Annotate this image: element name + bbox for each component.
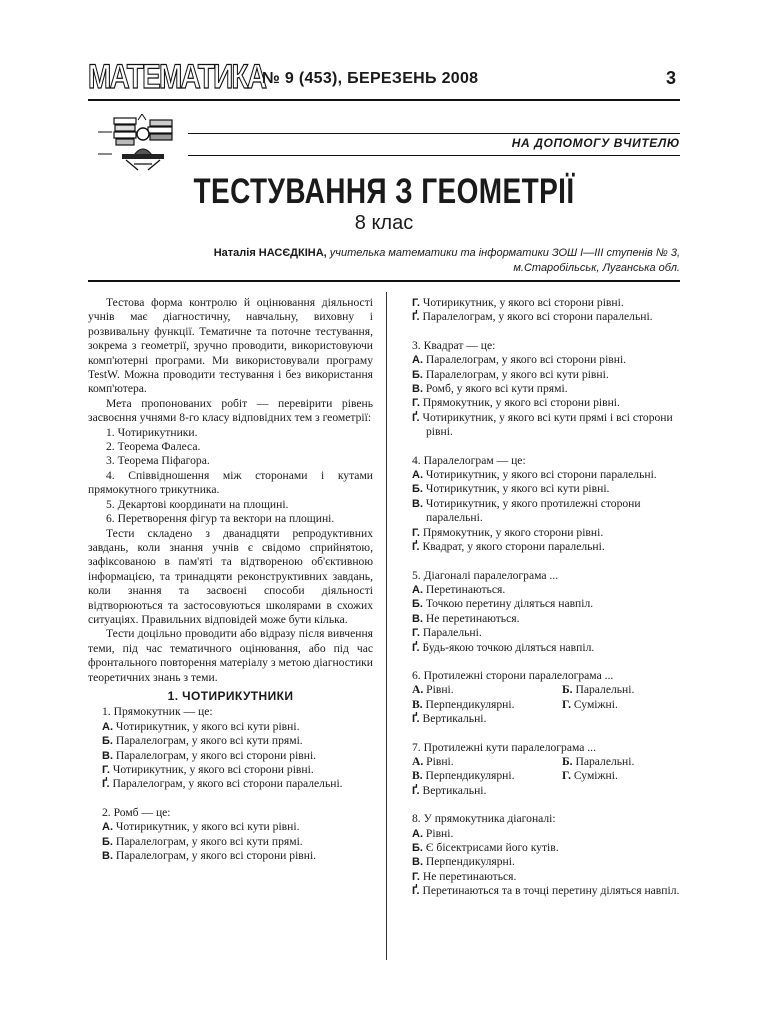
question-8: 8. У прямокутника діагоналі: [412, 812, 556, 826]
option-key: А. [412, 469, 423, 482]
answer-option [102, 720, 373, 734]
answer-option [102, 835, 373, 849]
journal-title: МАТЕМАТИКА [88, 58, 266, 96]
option-text: Квадрат, у якого сторони паралельні. [419, 540, 605, 554]
option-text: Паралелограм, у якого всі сторони паралельні. [419, 310, 653, 324]
option-key: В. [412, 856, 423, 869]
intro-paragraph: Тести доцільно проводити або відразу після вивчення теми, під час тематичного оцінювання, або під час фронтального повторення матеріалу з метою діагностики теоретичних знань з теми. [88, 627, 373, 684]
option-text: Паралельні. [419, 626, 482, 640]
option-key: Г. [412, 397, 420, 410]
option-key: Г. [412, 627, 420, 640]
question-1: 1. Прямокутник — це: [102, 705, 213, 719]
left-column [88, 296, 373, 863]
question-2: 2. Ромб — це: [102, 805, 171, 819]
option-text: Паралелограм, у якого всі сторони рівні. [423, 353, 627, 367]
option-text: Рівні. [423, 826, 454, 840]
topic-item: 1. Чотирикутники. [106, 425, 198, 439]
option-key: Ґ. [412, 784, 420, 797]
option-key: Б. [102, 735, 113, 748]
option-key: Ґ. [102, 778, 110, 791]
option-text: Перпендикулярні. [422, 769, 515, 783]
option-text: Ромб, у якого всі кути прямі. [423, 382, 568, 396]
answer-option [412, 353, 680, 367]
option-text: Чотирикутник, у якого всі кути рівні. [422, 482, 610, 496]
article-subtitle: 8 клас [354, 212, 414, 234]
question-4: 4. Паралелограм — це: [412, 453, 526, 467]
intro-paragraph: Тестова форма контролю й оцінювання діяльності учнів має діагностичну, навчальну, виховну і розвивальну функції. Тематичне та поточне тестування, зокрема з геометрії, зручно проводити, використовуючи комп'ютерні програми. Ми використовували програму TestW. Можна проводити тестування і без використання комп'ютера. [88, 296, 373, 396]
option-key: А. [412, 354, 423, 367]
topic-item: 3. Теорема Піфагора. [106, 454, 210, 468]
option-text: Рівні. [423, 754, 454, 768]
answer-option [412, 870, 680, 884]
answer-option [102, 777, 373, 791]
option-key: А. [412, 583, 423, 596]
answer-option [412, 784, 680, 798]
option-text: Паралелограм, у якого всі кути рівні. [422, 367, 609, 381]
answer-option [102, 749, 373, 763]
option-key: Ґ. [412, 411, 420, 424]
rubric-label: НА ДОПОМОГУ ВЧИТЕЛЮ [511, 136, 680, 150]
answer-option [412, 884, 680, 898]
option-text: Чотирикутник, у якого всі сторони рівні. [109, 763, 314, 776]
option-text: Перетинаються. [423, 582, 506, 596]
answer-option [412, 382, 680, 396]
answer-option [412, 712, 680, 726]
option-text: Прямокутник, у якого сторони рівні. [419, 525, 604, 539]
answer-option [412, 296, 680, 310]
answer-row [398, 683, 680, 697]
option-text: Будь-якою точкою діляться навпіл. [419, 640, 595, 654]
answer-option [412, 612, 680, 626]
topic-item: 4. Співвідношення між сторонами і кутами прямокутного трикутника. [88, 468, 373, 497]
issue-info: № 9 (453), БЕРЕЗЕНЬ 2008 [262, 70, 479, 87]
option-key: Г. [412, 870, 420, 883]
answer-option [412, 540, 680, 554]
author-position: учителька математики та інформатики ЗОШ І—ІІІ ступенів № 3, [326, 247, 680, 259]
option-text: Чотирикутник, у якого всі сторони рівні. [419, 296, 624, 309]
option-text: Чотирикутник, у якого всі сторони паралельні. [423, 468, 657, 482]
answer-option [412, 468, 680, 482]
author-name: Наталія НАСЄДКІНА, [213, 247, 327, 259]
page-number: 3 [665, 68, 676, 88]
option-key: Г. [412, 297, 420, 309]
option-key: Ґ. [412, 713, 420, 726]
option-text: Є бісектрисами його кутів. [422, 841, 559, 854]
answer-option [102, 734, 373, 748]
option-text: Суміжні. [570, 769, 618, 783]
intro-paragraph: Мета пропонованих робіт — перевірити рівень засвоєння учнями 8-го класу відповідних тем з геометрії: [88, 396, 373, 425]
answer-option [412, 841, 680, 855]
article-title: ТЕСТУВАННЯ З ГЕОМЕТРІЇ [193, 172, 575, 211]
teacher-with-books-icon [98, 114, 182, 172]
answer-option [412, 368, 680, 382]
option-key: Ґ. [412, 541, 420, 554]
option-key: А. [102, 821, 113, 834]
option-text: Чотирикутник, у якого протилежні сторони паралельні. [423, 496, 641, 525]
option-key: В. [412, 497, 423, 510]
option-key: Г. [102, 764, 110, 776]
option-text: Перпендикулярні. [423, 855, 515, 869]
option-text: Не перетинаються. [419, 869, 517, 883]
answer-option [102, 849, 373, 863]
option-text: Паралелограм, у якого всі сторони рівні. [113, 748, 317, 762]
answer-row [398, 698, 680, 712]
option-key: В. [412, 769, 423, 783]
answer-option [412, 310, 680, 324]
option-key: В. [412, 383, 423, 396]
column-divider [386, 292, 387, 960]
option-text: Чотирикутник, у якого всі кути рівні. [113, 719, 300, 733]
option-text: Паралельні. [572, 754, 635, 768]
option-text: Чотирикутник, у якого всі кути прямі і всі сторони рівні. [419, 410, 673, 439]
intro-paragraph: Тести складено з дванадцяти репродуктивних завдань, коли знання учнів є свідомо сприйнятою, зафіксованою в пам'яті та відтвореною об'єктивною інформацією, та тринадцяти реконструктивних завдань, коли знання та засвоєні способи діяльності відтворюються та застосовуються школярами в схожих ситуаціях. Правильних відповідей може бути кілька. [88, 526, 373, 626]
author-location: м.Старобільськ, Луганська обл. [513, 262, 680, 274]
answer-option [412, 855, 680, 869]
option-key: В. [102, 749, 113, 762]
option-text: Вертикальні. [419, 712, 487, 726]
option-key: Б. [412, 842, 423, 854]
topic-item: 2. Теорема Фалеса. [106, 440, 201, 454]
option-key: А. [412, 827, 423, 840]
option-key: Г. [562, 697, 571, 711]
answer-option [412, 583, 680, 597]
right-column [398, 296, 680, 899]
option-key: Ґ. [412, 641, 420, 654]
answer-option [412, 597, 680, 611]
answer-option [412, 626, 680, 640]
question-6: 6. Протилежні сторони паралелограма ... [412, 668, 614, 682]
masthead-rule [88, 99, 680, 101]
option-key: Б. [562, 683, 573, 697]
option-key: А. [412, 754, 424, 768]
answer-option [412, 396, 680, 410]
answer-option [412, 641, 680, 655]
answer-option [412, 827, 680, 841]
option-key: Г. [562, 769, 571, 783]
answer-row [398, 769, 680, 783]
option-key: Ґ. [412, 311, 420, 324]
option-key: В. [412, 697, 423, 711]
option-key: Б. [562, 754, 573, 768]
option-text: Паралельні. [572, 683, 635, 697]
option-key: А. [102, 720, 113, 733]
option-text: Паралелограм, у якого всі сторони паралельні. [109, 777, 343, 791]
option-text: Паралелограм, у якого всі кути прямі. [112, 834, 303, 848]
option-text: Прямокутник, у якого всі сторони рівні. [419, 396, 620, 410]
option-text: Рівні. [423, 683, 454, 697]
option-text: Перетинаються та в точці перетину діляться навпіл. [419, 884, 680, 898]
answer-option [412, 526, 680, 540]
option-key: В. [102, 850, 113, 863]
masthead [88, 58, 676, 98]
answer-option [412, 411, 680, 440]
rubric-rule-bottom [188, 155, 680, 156]
option-text: Паралелограм, у якого всі сторони рівні. [113, 849, 317, 863]
option-text: Паралелограм, у якого всі кути прямі. [112, 734, 303, 748]
title-rule [88, 280, 680, 282]
option-key: А. [412, 683, 424, 697]
option-text: Вертикальні. [419, 783, 487, 797]
question-3: 3. Квадрат — це: [412, 338, 496, 352]
option-text: Не перетинаються. [423, 611, 520, 625]
author-credit [120, 246, 680, 276]
answer-option [102, 763, 373, 777]
question-7: 7. Протилежні кути паралелограма ... [412, 740, 596, 754]
answer-row [398, 755, 680, 769]
topic-item: 6. Перетворення фігур та вектори на площині. [106, 512, 335, 526]
option-key: Ґ. [412, 885, 420, 898]
option-text: Чотирикутник, у якого всі кути рівні. [113, 820, 300, 834]
topic-item: 5. Декартові координати на площині. [106, 497, 289, 511]
option-text: Суміжні. [570, 697, 618, 711]
answer-option [412, 482, 680, 496]
question-5: 5. Діагоналі паралелограма ... [412, 568, 559, 582]
answer-option [102, 820, 373, 834]
option-text: Перпендикулярні. [422, 697, 515, 711]
option-key: Б. [102, 835, 113, 848]
option-text: Точкою перетину діляться навпіл. [422, 597, 594, 611]
option-key: Б. [412, 368, 423, 381]
rubric-rule-top [188, 133, 680, 134]
option-key: В. [412, 612, 423, 625]
section-heading: 1. ЧОТИРИКУТНИКИ [167, 688, 294, 703]
option-key: Б. [412, 598, 423, 611]
answer-option [412, 497, 680, 526]
option-key: Г. [412, 526, 420, 539]
option-key: Б. [412, 483, 423, 496]
